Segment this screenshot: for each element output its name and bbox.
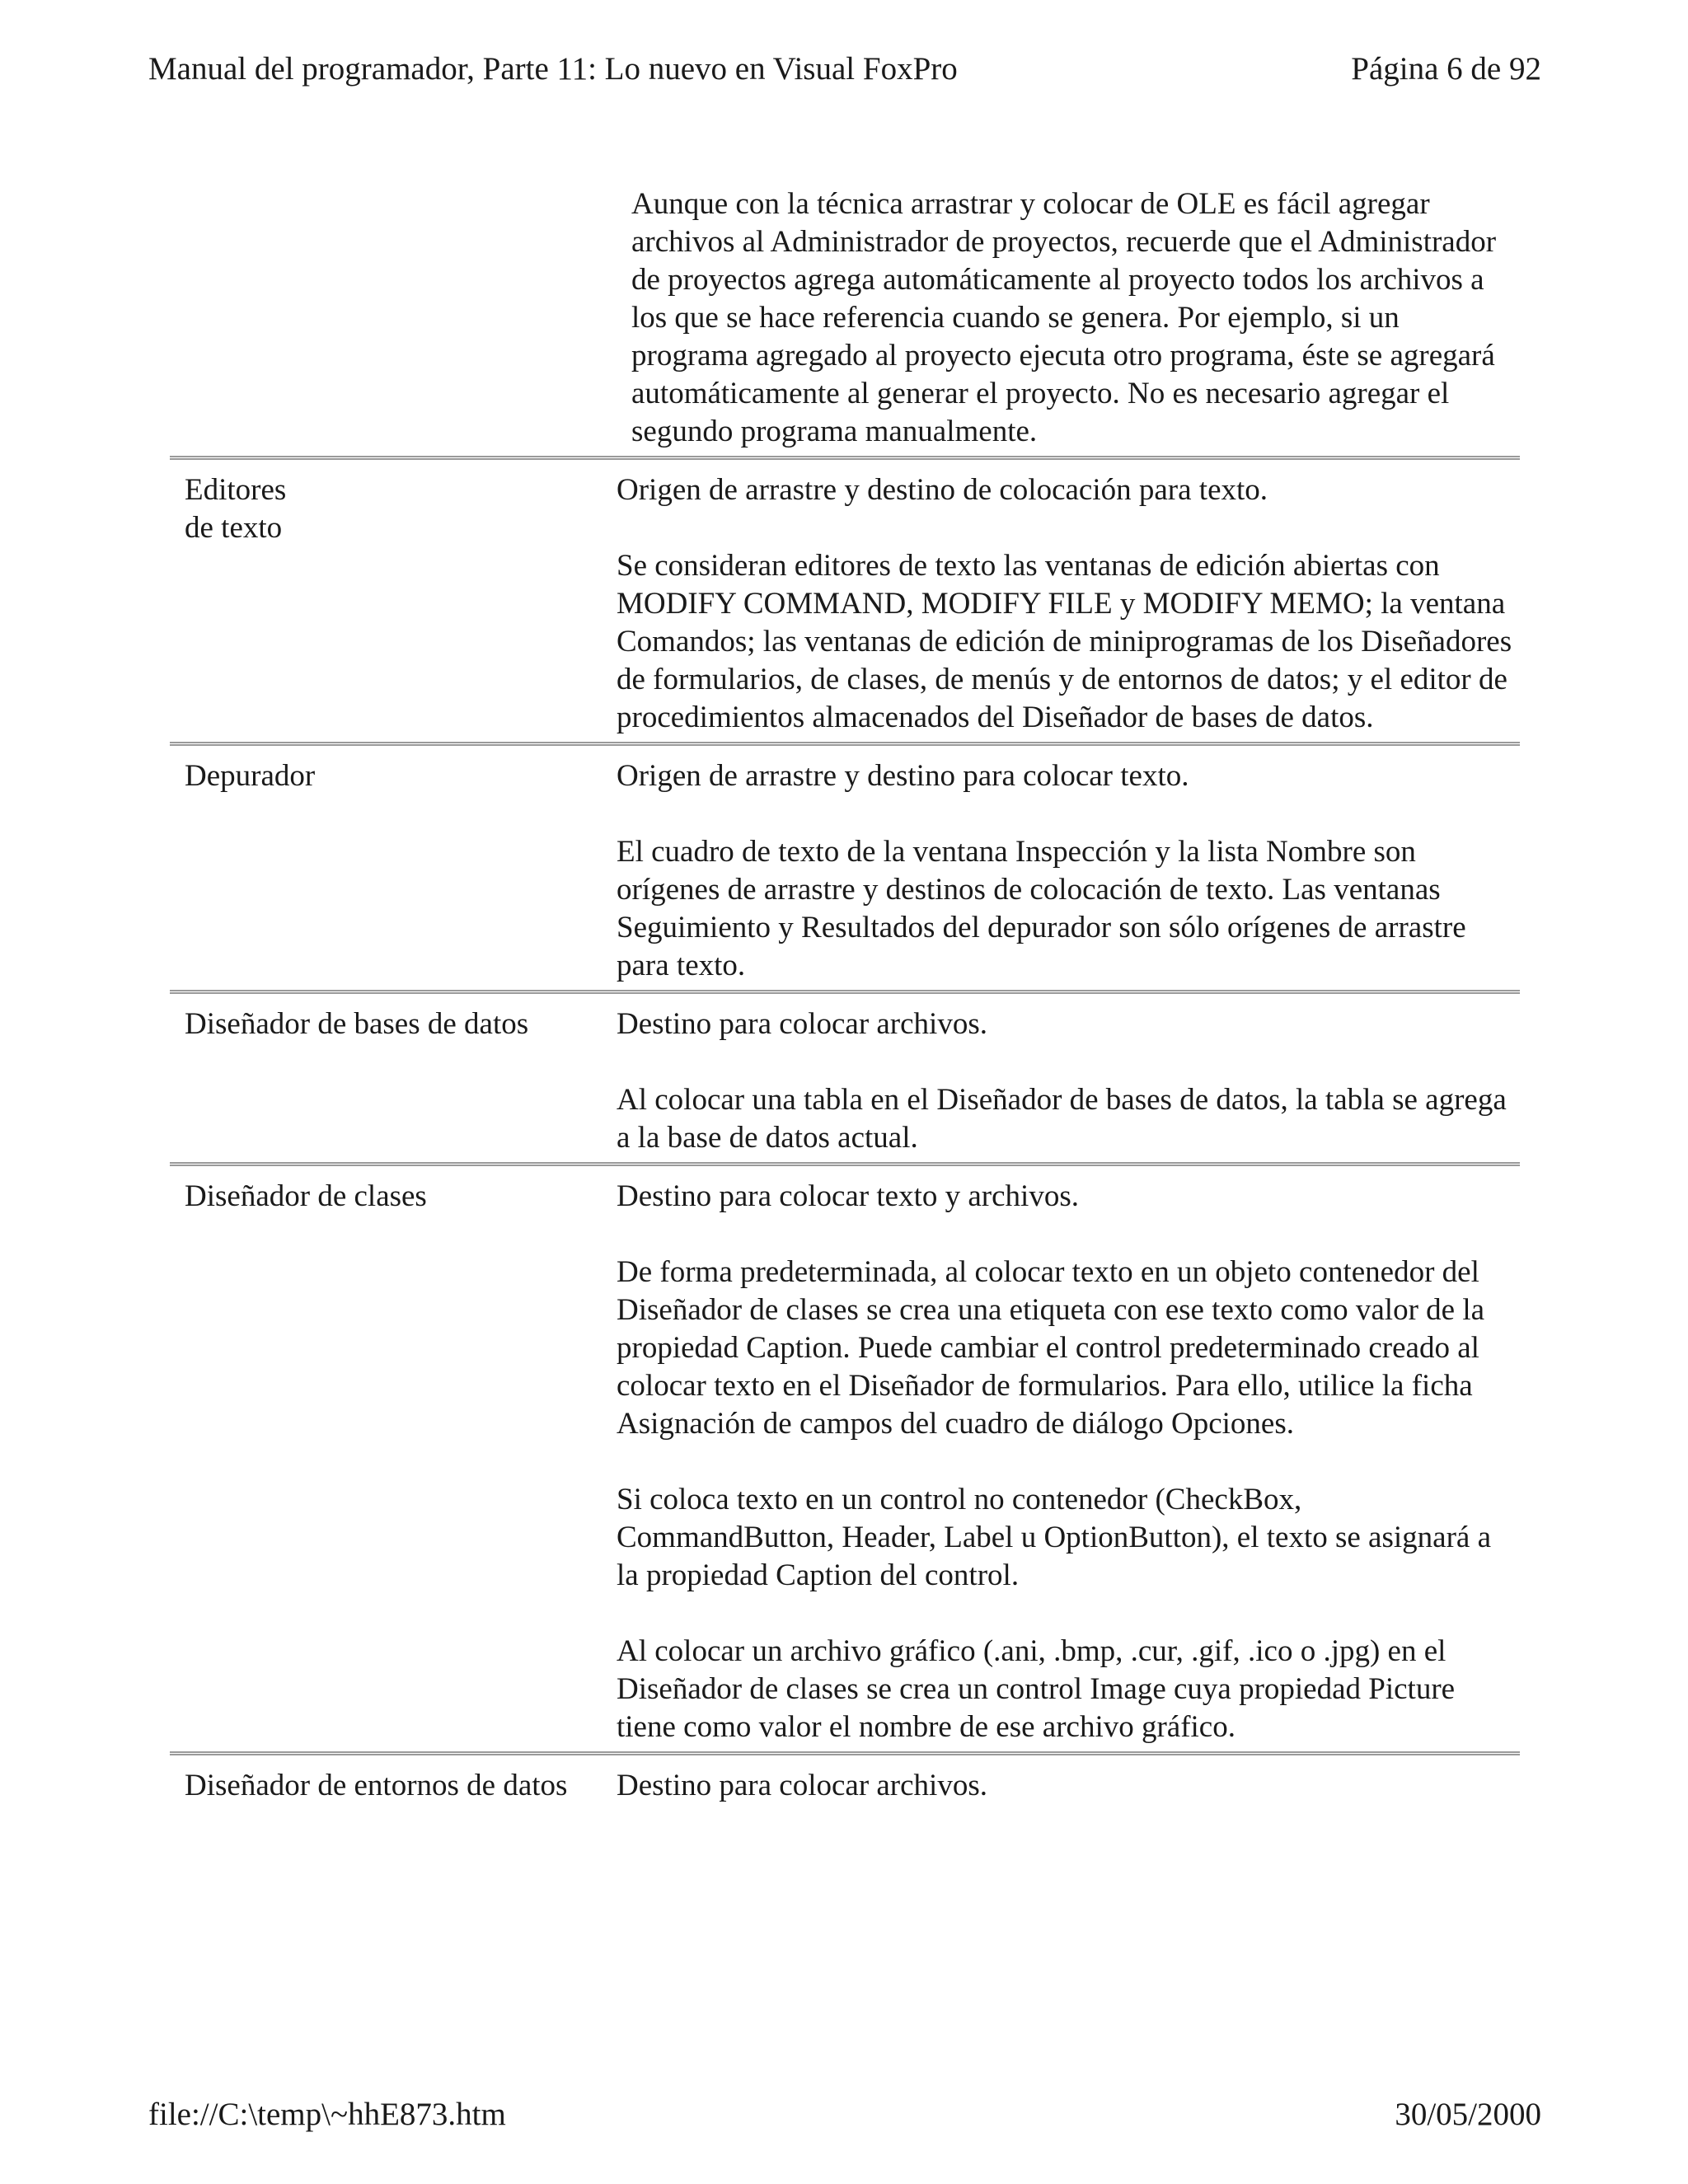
row-label bbox=[170, 471, 615, 737]
description-paragraph: Al colocar un archivo gráfico (.ani, .bmp, .cur, .gif, .ico o .jpg) en el Diseñador de clases se crea un control Image cuya propiedad Picture tiene como valor el nombre de ese archivo gráfico. bbox=[617, 1634, 1456, 1744]
page-footer bbox=[148, 2092, 1541, 2138]
description-paragraph: Destino para colocar archivos. bbox=[617, 1007, 987, 1041]
row-label: Diseñador de entornos de datos bbox=[185, 1769, 568, 1802]
description-paragraph: Origen de arrastre y destino para colocar texto. bbox=[617, 759, 1189, 793]
row-description bbox=[615, 1178, 1520, 1746]
description-paragraph: Destino para colocar texto y archivos. bbox=[617, 1179, 1079, 1213]
row-description bbox=[615, 471, 1520, 737]
table-row bbox=[170, 1751, 1520, 1810]
document-content bbox=[170, 185, 1520, 1810]
row-description bbox=[615, 1005, 1520, 1157]
document-title: Manual del programador, Parte 11: Lo nuevo en Visual FoxPro bbox=[148, 51, 958, 87]
file-path: file://C:\temp\~hhE873.htm bbox=[148, 2097, 506, 2132]
row-label: Diseñador de bases de datos bbox=[185, 1007, 529, 1041]
description-paragraph: Al colocar una tabla en el Diseñador de bases de datos, la tabla se agrega a la base de datos actual. bbox=[617, 1083, 1507, 1155]
description-paragraph: Origen de arrastre y destino de colocación para texto. bbox=[617, 473, 1268, 507]
table-row bbox=[170, 742, 1520, 990]
lead-paragraph: Aunque con la técnica arrastrar y colocar de OLE es fácil agregar archivos al Administrador de proyectos, recuerde que el Administrador de proyectos agrega automáticamente al proyecto todos los archivos a los que se hace referencia cuando se genera. Por ejemplo, si un programa agregado al proyecto ejecuta otro programa, éste se agregará automáticamente al generar el proyecto. No es necesario agregar el segundo programa manualmente. bbox=[631, 187, 1497, 448]
table-row bbox=[170, 456, 1520, 742]
row-label-line: de texto bbox=[185, 511, 283, 545]
description-paragraph: Se consideran editores de texto las ventanas de edición abiertas con MODIFY COMMAND, MODIFY FILE y MODIFY MEMO; la ventana Comandos; las ventanas de edición de miniprogramas de los Diseñadores de formularios, de clases, de menús y de entornos de datos; y el editor de procedimientos almacenados del Diseñador de bases de datos. bbox=[617, 549, 1512, 734]
row-label: Diseñador de clases bbox=[185, 1179, 427, 1213]
description-paragraph: El cuadro de texto de la ventana Inspección y la lista Nombre son orígenes de arrastre y destinos de colocación de texto. Las ventanas Seguimiento y Resultados del depurador son sólo orígenes de arrastre para texto. bbox=[617, 835, 1466, 982]
table-row bbox=[170, 1162, 1520, 1751]
description-paragraph: Destino para colocar archivos. bbox=[617, 1769, 987, 1802]
row-label: Depurador bbox=[185, 759, 316, 793]
row-label-line: Editores bbox=[185, 473, 287, 507]
description-paragraph: De forma predeterminada, al colocar texto en un objeto contenedor del Diseñador de clases se crea una etiqueta con ese texto como valor de la propiedad Caption. Puede cambiar el control predeterminado creado al colocar texto en el Diseñador de formularios. Para ello, utilice la ficha Asignación de campos del cuadro de diálogo Opciones. bbox=[617, 1255, 1485, 1441]
row-description bbox=[615, 757, 1520, 985]
page-number: Página 6 de 92 bbox=[1351, 51, 1541, 87]
print-date: 30/05/2000 bbox=[1395, 2097, 1541, 2132]
row-description bbox=[615, 1767, 1520, 1805]
description-paragraph: Si coloca texto en un control no contenedor (CheckBox, CommandButton, Header, Label u OptionButton), el texto se asignará a la propiedad Caption del control. bbox=[617, 1483, 1491, 1592]
table-row bbox=[170, 990, 1520, 1162]
page-header bbox=[148, 46, 1541, 92]
